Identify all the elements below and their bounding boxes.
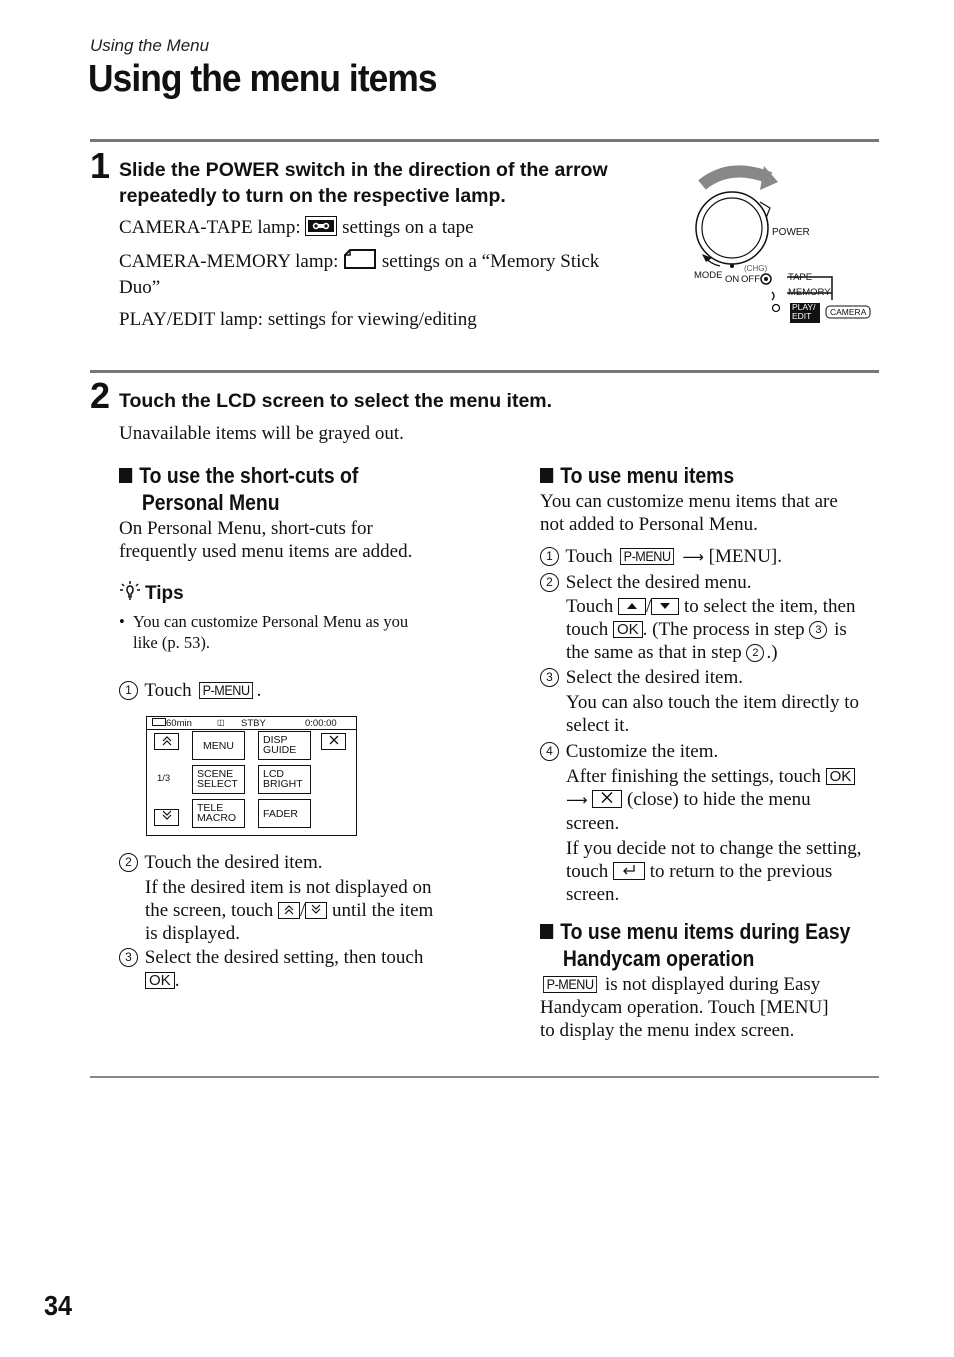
chg-label: (CHG) bbox=[744, 264, 768, 273]
menu-items-section-heading: To use menu items bbox=[540, 462, 734, 489]
close-button[interactable] bbox=[321, 733, 346, 750]
double-chevron-down-icon bbox=[161, 810, 173, 822]
double-chevron-up-icon bbox=[161, 734, 173, 746]
shortcut-step-3: 3 Select the desired setting, then touch OK . bbox=[119, 946, 464, 992]
double-chevron-up-icon bbox=[283, 904, 295, 915]
menu-step-1: 1 Touch P-MENU ⟶ [MENU]. bbox=[540, 545, 880, 569]
arrow-right-icon: ⟶ bbox=[682, 548, 704, 566]
on-label: ON bbox=[725, 274, 740, 285]
return-button[interactable] bbox=[613, 862, 645, 880]
disp-guide-cell[interactable]: DISP GUIDE bbox=[258, 731, 311, 760]
section-divider bbox=[90, 139, 879, 142]
shortcut-section-heading: To use the short-cuts of Personal Menu bbox=[119, 462, 358, 516]
triangle-up-icon bbox=[625, 601, 639, 611]
lightbulb-icon bbox=[119, 580, 141, 607]
p-menu-button[interactable]: P-MENU bbox=[620, 548, 674, 565]
shortcut-step-1: 1 Touch P-MENU . bbox=[119, 679, 261, 702]
fader-cell[interactable]: FADER bbox=[258, 799, 311, 828]
p-menu-button[interactable]: P-MENU bbox=[199, 682, 253, 699]
bullet-square-icon bbox=[540, 924, 553, 939]
step-1-body: CAMERA-TAPE lamp: settings on a tape CAMERA-MEMORY lamp: settings on a “Memory Stick Duo” PLAY/EDIT lamp: settings for viewing/editing bbox=[119, 217, 600, 330]
menu-cell[interactable]: MENU bbox=[192, 731, 245, 760]
section-divider bbox=[90, 1076, 879, 1078]
mode-label: MODE bbox=[694, 270, 723, 281]
step-1-heading: Slide the POWER switch in the direction of the arrow repeatedly to turn on the respective lamp. bbox=[119, 159, 608, 207]
breadcrumb: Using the Menu bbox=[90, 36, 210, 55]
page-title: Using the menu items bbox=[88, 58, 437, 100]
step-2-note: Unavailable items will be grayed out. bbox=[119, 423, 404, 444]
triangle-down-icon bbox=[658, 601, 672, 611]
memory-lamp-label: MEMORY bbox=[788, 287, 831, 298]
scroll-down-button[interactable] bbox=[651, 598, 679, 615]
step-2-heading: Touch the LCD screen to select the menu item. bbox=[119, 390, 553, 412]
shortcut-step-2: 2 Touch the desired item. If the desired item is not displayed on the screen, touch / until the item is displayed. bbox=[119, 851, 464, 945]
lcd-screen-illustration bbox=[146, 716, 357, 836]
standby-status: STBY bbox=[241, 718, 266, 729]
scroll-down-button[interactable] bbox=[305, 902, 327, 919]
close-icon bbox=[328, 734, 340, 746]
power-switch-diagram bbox=[690, 160, 880, 330]
ok-button[interactable]: OK bbox=[613, 621, 643, 638]
scroll-down-button[interactable] bbox=[154, 809, 179, 826]
page-number: 34 bbox=[44, 1290, 73, 1321]
scroll-up-button[interactable] bbox=[618, 598, 646, 615]
scroll-up-button[interactable] bbox=[278, 902, 300, 919]
tele-macro-cell[interactable]: TELE MACRO bbox=[192, 799, 245, 828]
tape-status-icon: ◫ bbox=[217, 718, 225, 727]
return-arrow-icon bbox=[620, 863, 638, 876]
scroll-up-button[interactable] bbox=[154, 733, 179, 750]
arrow-right-icon: ⟶ bbox=[566, 791, 588, 809]
power-switch-illustration bbox=[690, 160, 880, 330]
tips-heading: Tips bbox=[119, 580, 184, 607]
ok-button[interactable]: OK bbox=[826, 768, 856, 785]
step-2-number: 2 bbox=[90, 375, 111, 416]
step-1-number: 1 bbox=[90, 145, 111, 186]
close-button[interactable] bbox=[592, 790, 622, 808]
double-chevron-down-icon bbox=[310, 904, 322, 915]
menu-step-2: 2 Select the desired menu. Touch / to select the item, then touch OK . (The process in step 3 is the same as that in step 2 .) bbox=[540, 571, 885, 664]
power-label: POWER bbox=[772, 227, 810, 238]
timecode: 0:00:00 bbox=[305, 718, 337, 729]
scene-select-cell[interactable]: SCENE SELECT bbox=[192, 765, 245, 794]
close-icon bbox=[600, 791, 614, 804]
easy-handycam-section-heading: To use menu items during Easy Handycam operation bbox=[540, 918, 850, 972]
battery-indicator: 60min bbox=[152, 718, 192, 729]
section-divider bbox=[90, 370, 879, 373]
play-edit-lamp-label: PLAY/ EDIT bbox=[792, 302, 816, 321]
menu-items-description: You can customize menu items that are not added to Personal Menu. bbox=[540, 491, 838, 535]
tip-item: • You can customize Personal Menu as you like (p. 53). bbox=[119, 612, 409, 652]
camera-label: CAMERA bbox=[830, 307, 867, 317]
p-menu-button[interactable]: P-MENU bbox=[543, 976, 597, 993]
off-label: OFF bbox=[741, 274, 760, 285]
tape-icon bbox=[305, 216, 337, 236]
lcd-bright-cell[interactable]: LCD BRIGHT bbox=[258, 765, 311, 794]
menu-step-3: 3 Select the desired item. You can also touch the item directly to select it. bbox=[540, 666, 885, 737]
bullet-square-icon bbox=[119, 468, 132, 483]
shortcut-description: On Personal Menu, short-cuts for frequently used menu items are added. bbox=[119, 518, 413, 562]
memory-stick-icon bbox=[343, 248, 377, 276]
tape-lamp-label: TAPE bbox=[788, 272, 813, 283]
bullet-square-icon bbox=[540, 468, 553, 483]
page-indicator: 1/3 bbox=[157, 773, 171, 784]
easy-handycam-description: P-MENU is not displayed during Easy Handycam operation. Touch [MENU] to display the menu index screen. bbox=[540, 974, 829, 1041]
ok-button[interactable]: OK bbox=[145, 972, 175, 989]
menu-step-4: 4 Customize the item. After finishing the settings, touch OK ⟶ (close) to hide the menu screen. If you decide not to change the setting, touch to return to the previous screen. bbox=[540, 740, 885, 906]
